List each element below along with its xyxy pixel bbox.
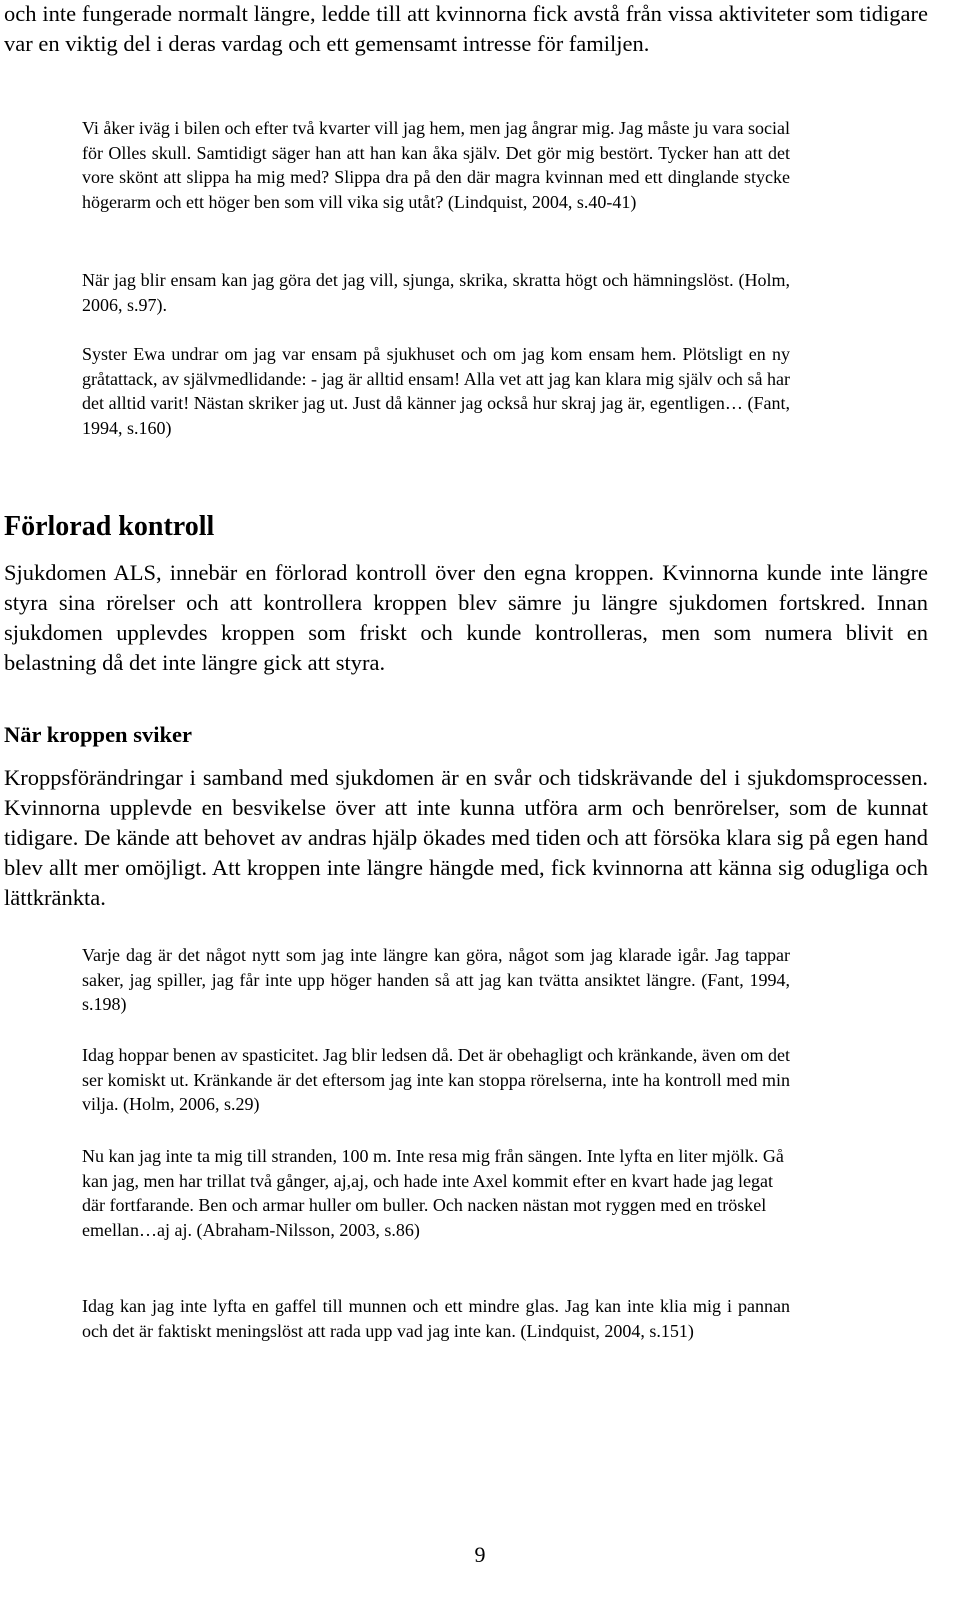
quote-fant-198: Varje dag är det något nytt som jag inte längre kan göra, något som jag klarade igår. Jag tappar saker, jag spiller, jag får inte upp höger handen så att jag kan tvätta ansiktet längre. (Fant, 1994, s.198) xyxy=(82,945,790,1015)
section-body-forlorad-kontroll: Sjukdomen ALS, innebär en förlorad kontroll över den egna kroppen. Kvinnorna kunde inte längre styra sina rörelser och att kontrollera kroppen blev sämre ju längre sjukdomen fortskred. Innan sjukdomen upplevdes kroppen som friskt och kunde kontrolleras, men som numera blivit en belastning då det inte längre gick att styra. xyxy=(4,560,928,675)
quote-fant-160: Syster Ewa undrar om jag var ensam på sjukhuset och om jag kom ensam hem. Plötsligt en ny gråtattack, av självmedlidande: - jag är alltid ensam! Alla vet att jag kan klara mig själv och så har det alltid varit! Nästan skriker jag ut. Just då känner jag också hur skraj jag är, egentligen… (Fant, 1994, s.160) xyxy=(82,344,790,438)
intro-paragraph: och inte fungerade normalt längre, ledde till att kvinnorna fick avstå från vissa aktiviteter som tidigare var en viktig del i deras vardag och ett gemensamt intresse för familjen. xyxy=(4,1,928,56)
page-number: 9 xyxy=(474,1542,486,1567)
section-heading-forlorad-kontroll: Förlorad kontroll xyxy=(4,511,215,542)
quote-holm-97: När jag blir ensam kan jag göra det jag vill, sjunga, skrika, skratta högt och hämningslöst. (Holm, 2006, s.97). xyxy=(82,270,790,315)
quote-holm-29: Idag hoppar benen av spasticitet. Jag blir ledsen då. Det är obehagligt och kränkande, även om det ser komiskt ut. Kränkande är det eftersom jag inte kan stoppa rörelserna, inte ha kontroll med min vilja. (Holm, 2006, s.29) xyxy=(82,1045,790,1115)
section-heading-nar-kroppen-sviker: När kroppen sviker xyxy=(4,722,192,747)
quote-lindquist-40: Vi åker iväg i bilen och efter två kvarter vill jag hem, men jag ångrar mig. Jag måste ju vara social för Olles skull. Samtidigt säger han att han kan åka själv. Det gör mig bestört. Tycker han att det vore skönt att slippa ha mig med? Slippa dra på den där magra kvinnan med ett dinglande stycke högerarm och ett höger ben som vill vika sig utåt? (Lindquist, 2004, s.40-41) xyxy=(82,118,790,212)
quote-lindquist-151: Idag kan jag inte lyfta en gaffel till munnen och ett mindre glas. Jag kan inte klia mig i pannan och det är faktiskt meningslöst att rada upp vad jag inte kan. (Lindquist, 2004, s.151) xyxy=(82,1296,790,1341)
section-body-nar-kroppen-sviker: Kroppsförändringar i samband med sjukdomen är en svår och tidskrävande del i sjukdomsprocessen. Kvinnorna upplevde en besvikelse över att inte kunna utföra arm och benrörelser, som de kunnat tidigare. De kände att behovet av andras hjälp ökades med tiden och att försöka klara sig på egen hand blev allt mer omöjligt. Att kroppen inte längre hängde med, fick kvinnorna att känna sig odugliga och lättkränkta. xyxy=(4,765,928,910)
quote-abraham-nilsson-86: Nu kan jag inte ta mig till stranden, 100 m. Inte resa mig från sängen. Inte lyfta en liter mjölk. Gå kan jag, men har trillat två gånger, aj,aj, och hade inte Axel kommit efter en kvart hade jag legat där fortfarande. Ben och armar huller om buller. Och nacken nästan mot ryggen med en tröskel emellan…aj aj. (Abraham-Nilsson, 2003, s.86) xyxy=(82,1146,784,1240)
